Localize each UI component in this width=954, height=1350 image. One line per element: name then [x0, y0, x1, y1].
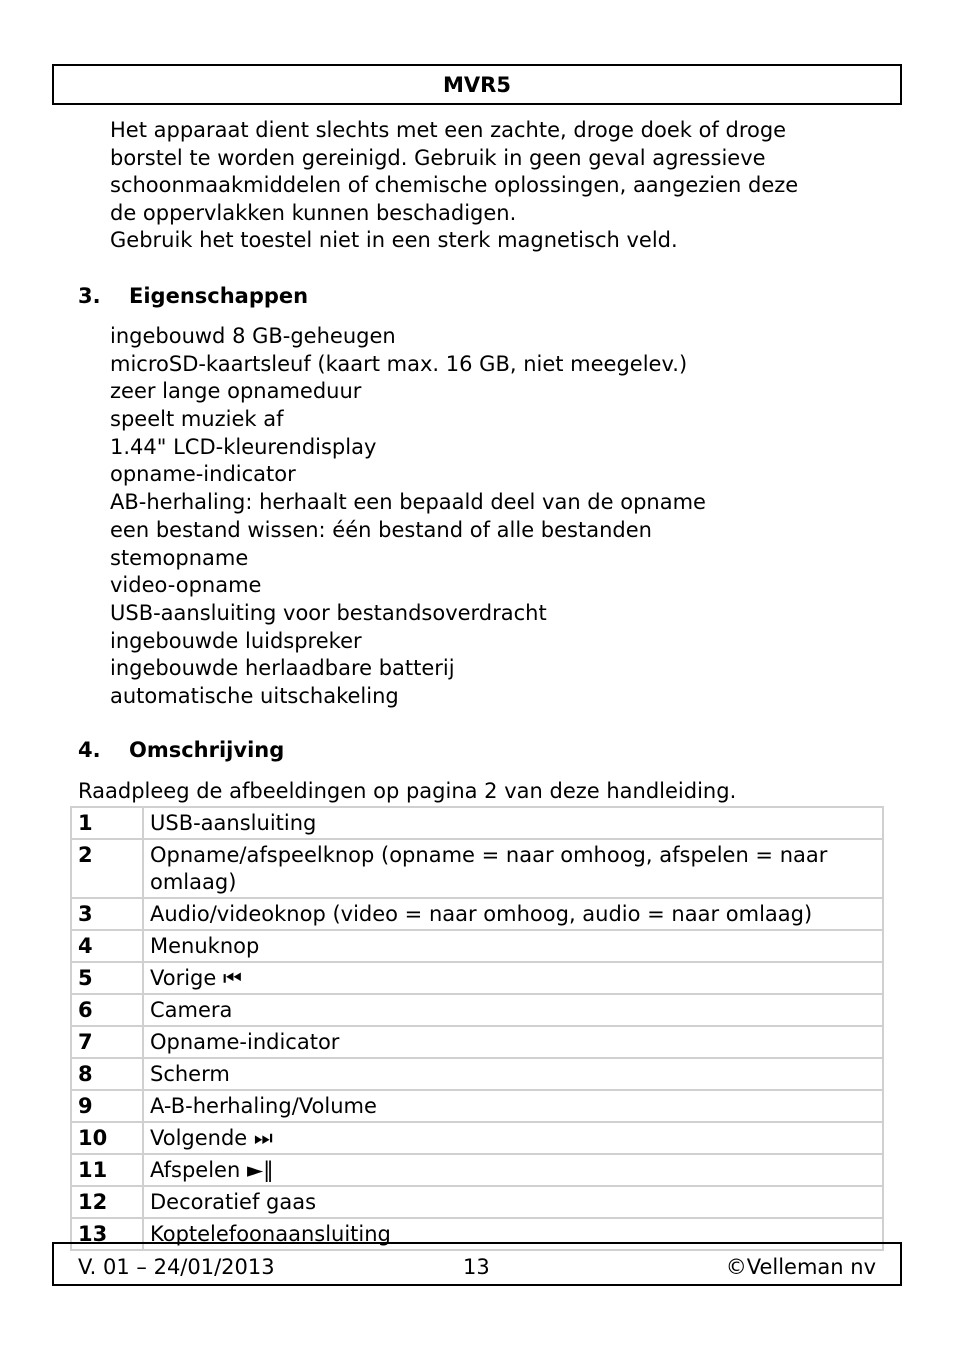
section-4-heading: [78, 738, 284, 762]
intro-line: borstel te worden gereinigd. Gebruik in geen geval agressieve: [110, 145, 766, 170]
section-4-number: 4.: [78, 738, 101, 762]
parts-table: [70, 806, 884, 1251]
part-number: 12: [71, 1186, 143, 1218]
table-row: [71, 1122, 883, 1154]
part-label: Audio/videoknop (video = naar omhoog, audio = naar omlaag): [143, 898, 883, 930]
feature-item: 1.44" LCD-kleurendisplay: [110, 434, 377, 459]
part-label: Decoratief gaas: [143, 1186, 883, 1218]
table-row: [71, 1058, 883, 1090]
feature-item: zeer lange opnameduur: [110, 379, 362, 404]
feature-item: video-opname: [110, 573, 262, 598]
part-number: 6: [71, 994, 143, 1026]
table-row: [71, 962, 883, 994]
part-label: Koptelefoonaansluiting: [143, 1218, 883, 1250]
feature-item: ingebouwde herlaadbare batterij: [110, 656, 455, 681]
part-number: 5: [71, 962, 143, 994]
table-row: [71, 898, 883, 930]
table-row: [71, 994, 883, 1026]
part-number: 13: [71, 1218, 143, 1250]
part-number: 10: [71, 1122, 143, 1154]
feature-item: AB-herhaling: herhaalt een bepaald deel van de opname: [110, 490, 706, 515]
table-row: [71, 930, 883, 962]
page-footer: [52, 1242, 902, 1286]
section-3-number: 3.: [78, 284, 101, 308]
footer-version: V. 01 – 24/01/2013: [78, 1255, 275, 1279]
part-label: Vorige ⏮: [143, 962, 883, 994]
feature-item: een bestand wissen: één bestand of alle bestanden: [110, 517, 652, 542]
header-title: MVR5: [443, 72, 511, 97]
feature-item: opname-indicator: [110, 462, 296, 487]
feature-item: USB-aansluiting voor bestandsoverdracht: [110, 600, 547, 625]
footer-page-number: 13: [463, 1255, 490, 1279]
section-3-heading: [78, 284, 308, 308]
intro-paragraph: [110, 117, 870, 255]
part-label: Volgende ⏭: [143, 1122, 883, 1154]
table-row: [71, 1026, 883, 1058]
part-label: Scherm: [143, 1058, 883, 1090]
part-number: 4: [71, 930, 143, 962]
part-label: A-B-herhaling/Volume: [143, 1090, 883, 1122]
footer-copyright: ©Velleman nv: [725, 1255, 876, 1279]
part-number: 2: [71, 839, 143, 898]
table-row: [71, 1154, 883, 1186]
intro-line: schoonmaakmiddelen of chemische oplossingen, aangezien deze: [110, 173, 799, 197]
part-number: 3: [71, 898, 143, 930]
part-number: 8: [71, 1058, 143, 1090]
table-row: [71, 1186, 883, 1218]
part-number: 9: [71, 1090, 143, 1122]
part-number: 11: [71, 1154, 143, 1186]
part-label: Menuknop: [143, 930, 883, 962]
feature-item: automatische uitschakeling: [110, 683, 399, 708]
page-header: [52, 64, 902, 105]
feature-item: stemopname: [110, 545, 249, 570]
part-number: 7: [71, 1026, 143, 1058]
table-row: [71, 1090, 883, 1122]
feature-item: microSD-kaartsleuf (kaart max. 16 GB, niet meegelev.): [110, 351, 688, 376]
table-row: [71, 807, 883, 839]
section-3-title: Eigenschappen: [129, 284, 309, 308]
part-label: Camera: [143, 994, 883, 1026]
intro-line: de oppervlakken kunnen beschadigen.: [110, 200, 517, 225]
intro-line: Gebruik het toestel niet in een sterk magnetisch veld.: [110, 228, 678, 252]
intro-line: Het apparaat dient slechts met een zachte, droge doek of droge: [110, 118, 787, 142]
part-label: Opname-indicator: [143, 1026, 883, 1058]
part-label: Opname/afspeelknop (opname = naar omhoog, afspelen = naar omlaag): [143, 839, 883, 898]
part-label: Afspelen ►‖: [143, 1154, 883, 1186]
feature-item: speelt muziek af: [110, 407, 284, 432]
section-4-title: Omschrijving: [129, 738, 285, 762]
section-4-lead: Raadpleeg de afbeeldingen op pagina 2 van deze handleiding.: [78, 779, 737, 803]
feature-item: ingebouwd 8 GB-geheugen: [110, 324, 396, 348]
feature-item: ingebouwde luidspreker: [110, 628, 362, 653]
table-row: [71, 839, 883, 898]
feature-list: [110, 323, 706, 711]
part-number: 1: [71, 807, 143, 839]
part-label: USB-aansluiting: [143, 807, 883, 839]
